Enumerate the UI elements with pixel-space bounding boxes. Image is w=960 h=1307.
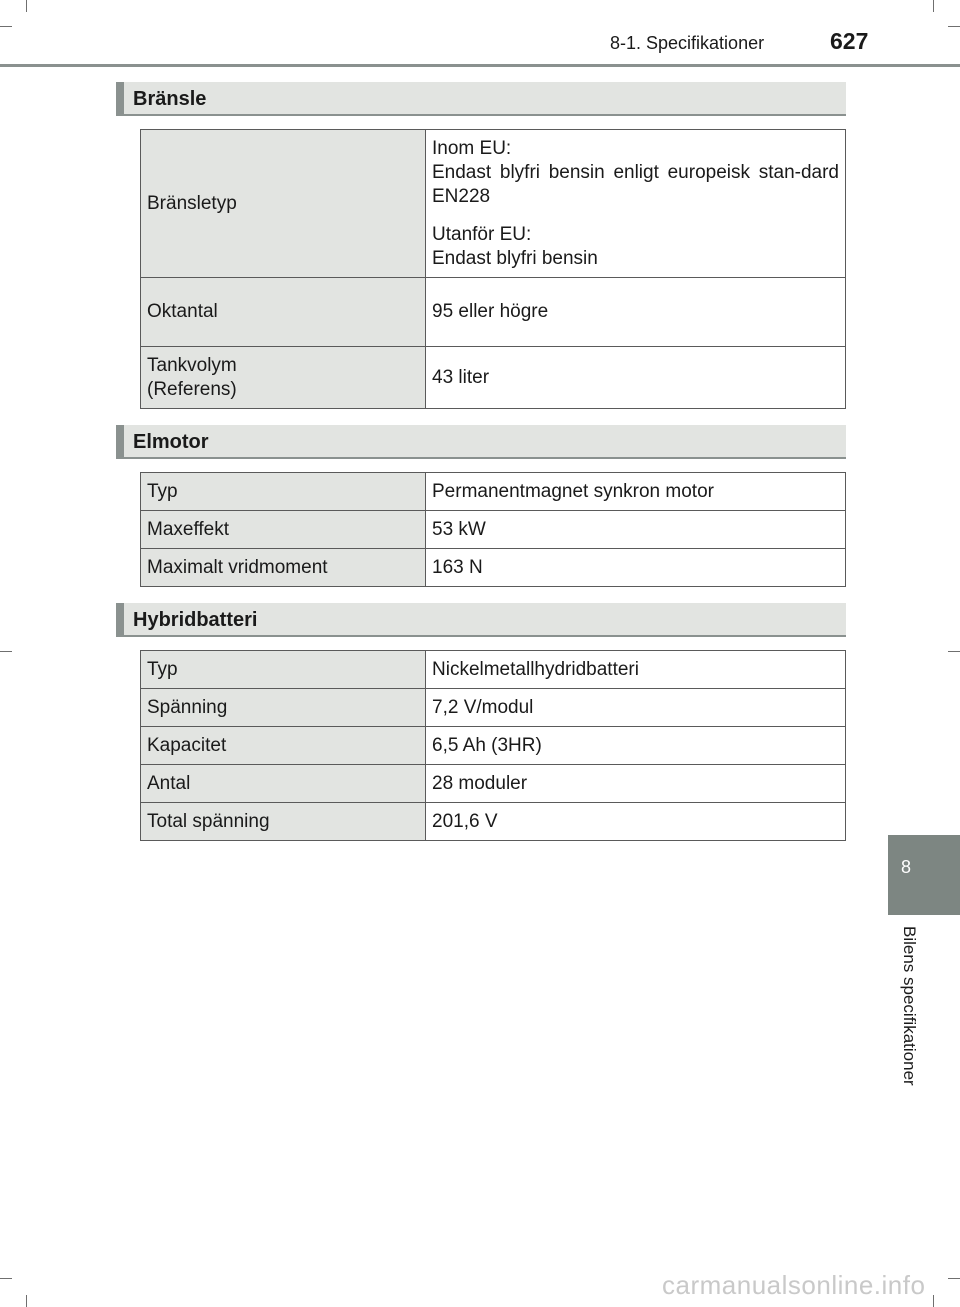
spec-value: 163 N — [426, 549, 846, 587]
watermark: carmanualsonline.info — [662, 1270, 926, 1300]
crop-mark — [26, 1295, 27, 1307]
section-title: Bränsle — [133, 88, 207, 110]
crop-mark — [0, 1278, 12, 1279]
label-line: (Referens) — [147, 378, 237, 400]
spec-value: Nickelmetallhydridbatteri — [426, 651, 846, 689]
section-header-hybrid-battery — [116, 603, 846, 637]
chapter-tab — [888, 835, 960, 915]
table-row — [141, 130, 846, 278]
spec-label — [141, 347, 426, 409]
spec-value — [426, 130, 846, 278]
spec-value: 28 moduler — [426, 765, 846, 803]
table-row — [141, 278, 846, 347]
table-row — [141, 689, 846, 727]
spec-label: Kapacitet — [141, 727, 426, 765]
chapter-number: 8 — [900, 857, 911, 877]
label-line: Tankvolym — [147, 354, 237, 376]
spec-value: 6,5 Ah (3HR) — [426, 727, 846, 765]
crop-mark — [0, 26, 12, 27]
table-row — [141, 727, 846, 765]
section-title: Elmotor — [133, 431, 209, 453]
value-line: Endast blyfri bensin enligt europeisk stan-dard EN228 — [432, 161, 839, 207]
battery-spec-table — [140, 650, 846, 841]
section-title: Hybridbatteri — [133, 609, 258, 631]
crop-mark — [933, 0, 934, 12]
header-divider — [0, 64, 960, 67]
table-row — [141, 765, 846, 803]
spec-label: Oktantal — [141, 278, 426, 347]
spec-value: 95 eller högre — [426, 278, 846, 347]
crop-mark — [933, 1295, 934, 1307]
value-line: Endast blyfri bensin — [432, 247, 598, 269]
table-row — [141, 549, 846, 587]
crop-mark — [948, 1278, 960, 1279]
value-line: Inom EU: — [432, 137, 512, 159]
spec-label: Spänning — [141, 689, 426, 727]
motor-spec-table — [140, 472, 846, 587]
spec-value: 201,6 V — [426, 803, 846, 841]
crop-mark — [0, 651, 12, 652]
section-accent — [116, 425, 124, 457]
spec-label: Bränsletyp — [141, 130, 426, 278]
section-header-electric-motor — [116, 425, 846, 459]
chapter-label: Bilens specifikationer — [900, 926, 919, 1086]
section-accent — [116, 603, 124, 635]
table-row — [141, 473, 846, 511]
page-number: 627 — [830, 28, 869, 54]
spec-label: Maximalt vridmoment — [141, 549, 426, 587]
crop-mark — [948, 26, 960, 27]
table-row — [141, 803, 846, 841]
crop-mark — [948, 651, 960, 652]
table-row — [141, 511, 846, 549]
spec-value: 53 kW — [426, 511, 846, 549]
spec-value: 43 liter — [426, 347, 846, 409]
spec-label: Typ — [141, 651, 426, 689]
fuel-spec-table — [140, 129, 846, 409]
section-accent — [116, 82, 124, 114]
spec-value: Permanentmagnet synkron motor — [426, 473, 846, 511]
value-line: Utanför EU: — [432, 223, 532, 245]
spec-label: Maxeffekt — [141, 511, 426, 549]
spec-label: Antal — [141, 765, 426, 803]
table-row — [141, 651, 846, 689]
crop-mark — [26, 0, 27, 12]
spec-value: 7,2 V/modul — [426, 689, 846, 727]
spec-label: Total spänning — [141, 803, 426, 841]
table-row — [141, 347, 846, 409]
header-section-title: 8-1. Specifikationer — [610, 33, 765, 53]
section-header-fuel — [116, 82, 846, 116]
spec-label: Typ — [141, 473, 426, 511]
